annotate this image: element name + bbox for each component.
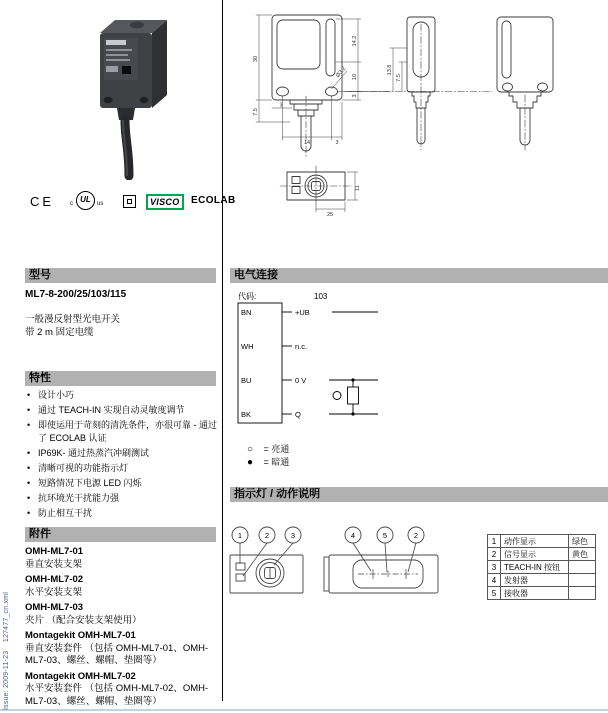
dim-front-edge: 3 [335,140,339,146]
output-legend [247,443,289,469]
accessory-desc: 垂直安装套件 （包括 OMH-ML7-01、OMH-ML7-03、螺丝、螺帽、垫圈等） [25,642,209,666]
row-desc: 发射器 [501,574,569,587]
dim-front-spacing: 14 [303,140,311,146]
light-on-symbol: ○ [247,444,254,455]
indicator-bottom-view [230,555,303,593]
feature-item: • 通过 TEACH-IN 实现自动灵敏度调节 [25,404,218,417]
row-num: 2 [488,548,501,561]
row-num: 1 [488,535,501,548]
accessories-section-header: 附件 [25,527,216,542]
indicators-section-header: 指示灯 / 动作说明 [230,487,608,502]
row-color [569,587,596,600]
dimension-drawings [230,0,608,258]
dim-front-offset: 3 [279,102,283,109]
ecolab-logo: ECOLAB [191,195,236,206]
visco-logo: VISCO [146,194,184,210]
accessory-name: OMH-ML7-03 [25,602,84,613]
row-desc: 信号显示 [501,548,569,561]
row-desc: 动作显示 [501,535,569,548]
wiring-code-label: 代码: [238,292,257,301]
accessory-name: OMH-ML7-01 [25,546,84,557]
feature-item: • 抗环境光干扰能力强 [25,492,218,505]
row-color: 黄色 [569,548,596,561]
table-row [488,561,596,574]
protection-class-ii-icon [123,195,136,208]
feature-item: • 短路情况下电源 LED 闪烁 [25,477,218,490]
dim-bottom-depth: 11 [355,185,361,191]
features-section-header: 特性 [25,371,216,386]
legend-row [247,443,289,456]
callout-1: 1 [237,531,243,540]
sensor-body-photo [100,20,167,120]
dim-side-d1: 13.8 [387,64,393,76]
wire-terminal: BK [241,410,252,419]
junction-dot [351,378,354,381]
table-row [488,548,596,561]
wire-terminal: BN [241,308,252,317]
feature-item: • 防止相互干扰 [25,507,218,520]
dim-side-d2: 7.5 [396,74,402,82]
dimension-labels [253,36,402,218]
ul-c-label: c [70,201,73,207]
wire-signal: Q [295,410,301,419]
dim-front-slot: 14.2 [352,35,358,47]
wire-terminal: WH [241,342,254,351]
legend-text: = 亮通 [263,444,290,454]
wire-signal: +UB [295,308,310,317]
feature-item: • 即使运用于苛刻的清洗条件，亦很可靠 - 通过了 ECOLAB 认证 [25,419,218,444]
dim-front-mid: 10 [352,73,358,81]
dim-front-bottom-gap: 3 [352,94,358,98]
accessory-item [25,574,221,599]
accessory-name: OMH-ML7-02 [25,574,84,585]
indicator-diagrams [228,505,483,610]
dim-bottom-width: 25 [326,212,334,218]
feature-item: • 设计小巧 [25,389,218,402]
row-color [569,574,596,587]
callout-2b: 2 [413,531,419,540]
accessory-item [25,671,221,709]
accessory-item [25,602,221,627]
electrical-section-header: 电气连接 [230,268,608,283]
ce-mark-logo: CE [30,194,55,209]
wire-signal: 0 V [295,376,307,385]
model-description-1: 一般漫反射型光电开关 [25,314,121,325]
accessory-name: Montagekit OMH-ML7-01 [25,630,136,641]
feature-item: • 清晰可视的功能指示灯 [25,462,218,475]
legend-row [247,456,289,469]
callout-5: 5 [382,531,388,540]
row-num: 5 [488,587,501,600]
dark-on-symbol: ● [247,457,254,468]
row-desc: TEACH-IN 按钮 [501,561,569,574]
ul-circle-logo: UL [76,191,95,210]
callout-4: 4 [350,531,356,540]
features-list [25,389,218,522]
accessory-desc: 夹片 （配合安装支架使用） [25,614,142,626]
row-color [569,561,596,574]
row-desc: 接收器 [501,587,569,600]
cULus-logo [70,190,112,214]
product-photo [65,8,195,180]
table-row [488,587,596,600]
callout-circles [232,527,424,543]
wire-terminal: BU [241,376,252,385]
junction-dot [351,412,354,415]
accessory-desc: 水平安装套件 （包括 OMH-ML7-02、OMH-ML7-03、螺丝、螺帽、垫圈等） [25,683,209,707]
dim-front-hole: Ø3.2 [335,65,348,79]
callout-3: 3 [290,531,296,540]
dimension-lines [256,15,407,212]
row-color: 绿色 [569,535,596,548]
indicator-table [487,534,596,600]
part-number: ML7-8-200/25/103/115 [25,289,127,300]
legend-text: = 暗通 [263,457,290,467]
model-section-header: 型号 [25,268,216,283]
row-num: 4 [488,574,501,587]
issue-side-text: Issue: 2009-11-23 127477_cn.xml [3,592,10,710]
wiring-code-value: 103 [314,292,328,301]
table-row [488,535,596,548]
accessories-list [25,546,221,711]
center-lines [280,24,525,204]
dim-front-height: 30 [253,55,259,63]
wire-signal: n.c. [295,342,308,351]
table-row [488,574,596,587]
model-description-2: 带 2 m 固定电缆 [25,327,94,338]
column-divider [222,0,223,701]
certification-logos [28,190,236,214]
row-num: 3 [488,561,501,574]
accessory-item [25,630,221,668]
wiring-lines [282,312,378,414]
wiring-diagram [232,286,452,438]
dim-front-lower-left: 7.5 [253,108,259,116]
accessory-item [25,546,221,571]
accessory-name: Montagekit OMH-ML7-02 [25,670,136,682]
feature-item: • IP69K- 通过热蒸汽冲刷测试 [25,447,218,460]
callout-2: 2 [264,531,270,540]
accessory-desc: 水平安装支架 [25,586,83,598]
ul-us-label: us [97,201,104,207]
accessory-desc: 垂直安装支架 [25,558,83,570]
indicator-front-view [324,555,438,593]
